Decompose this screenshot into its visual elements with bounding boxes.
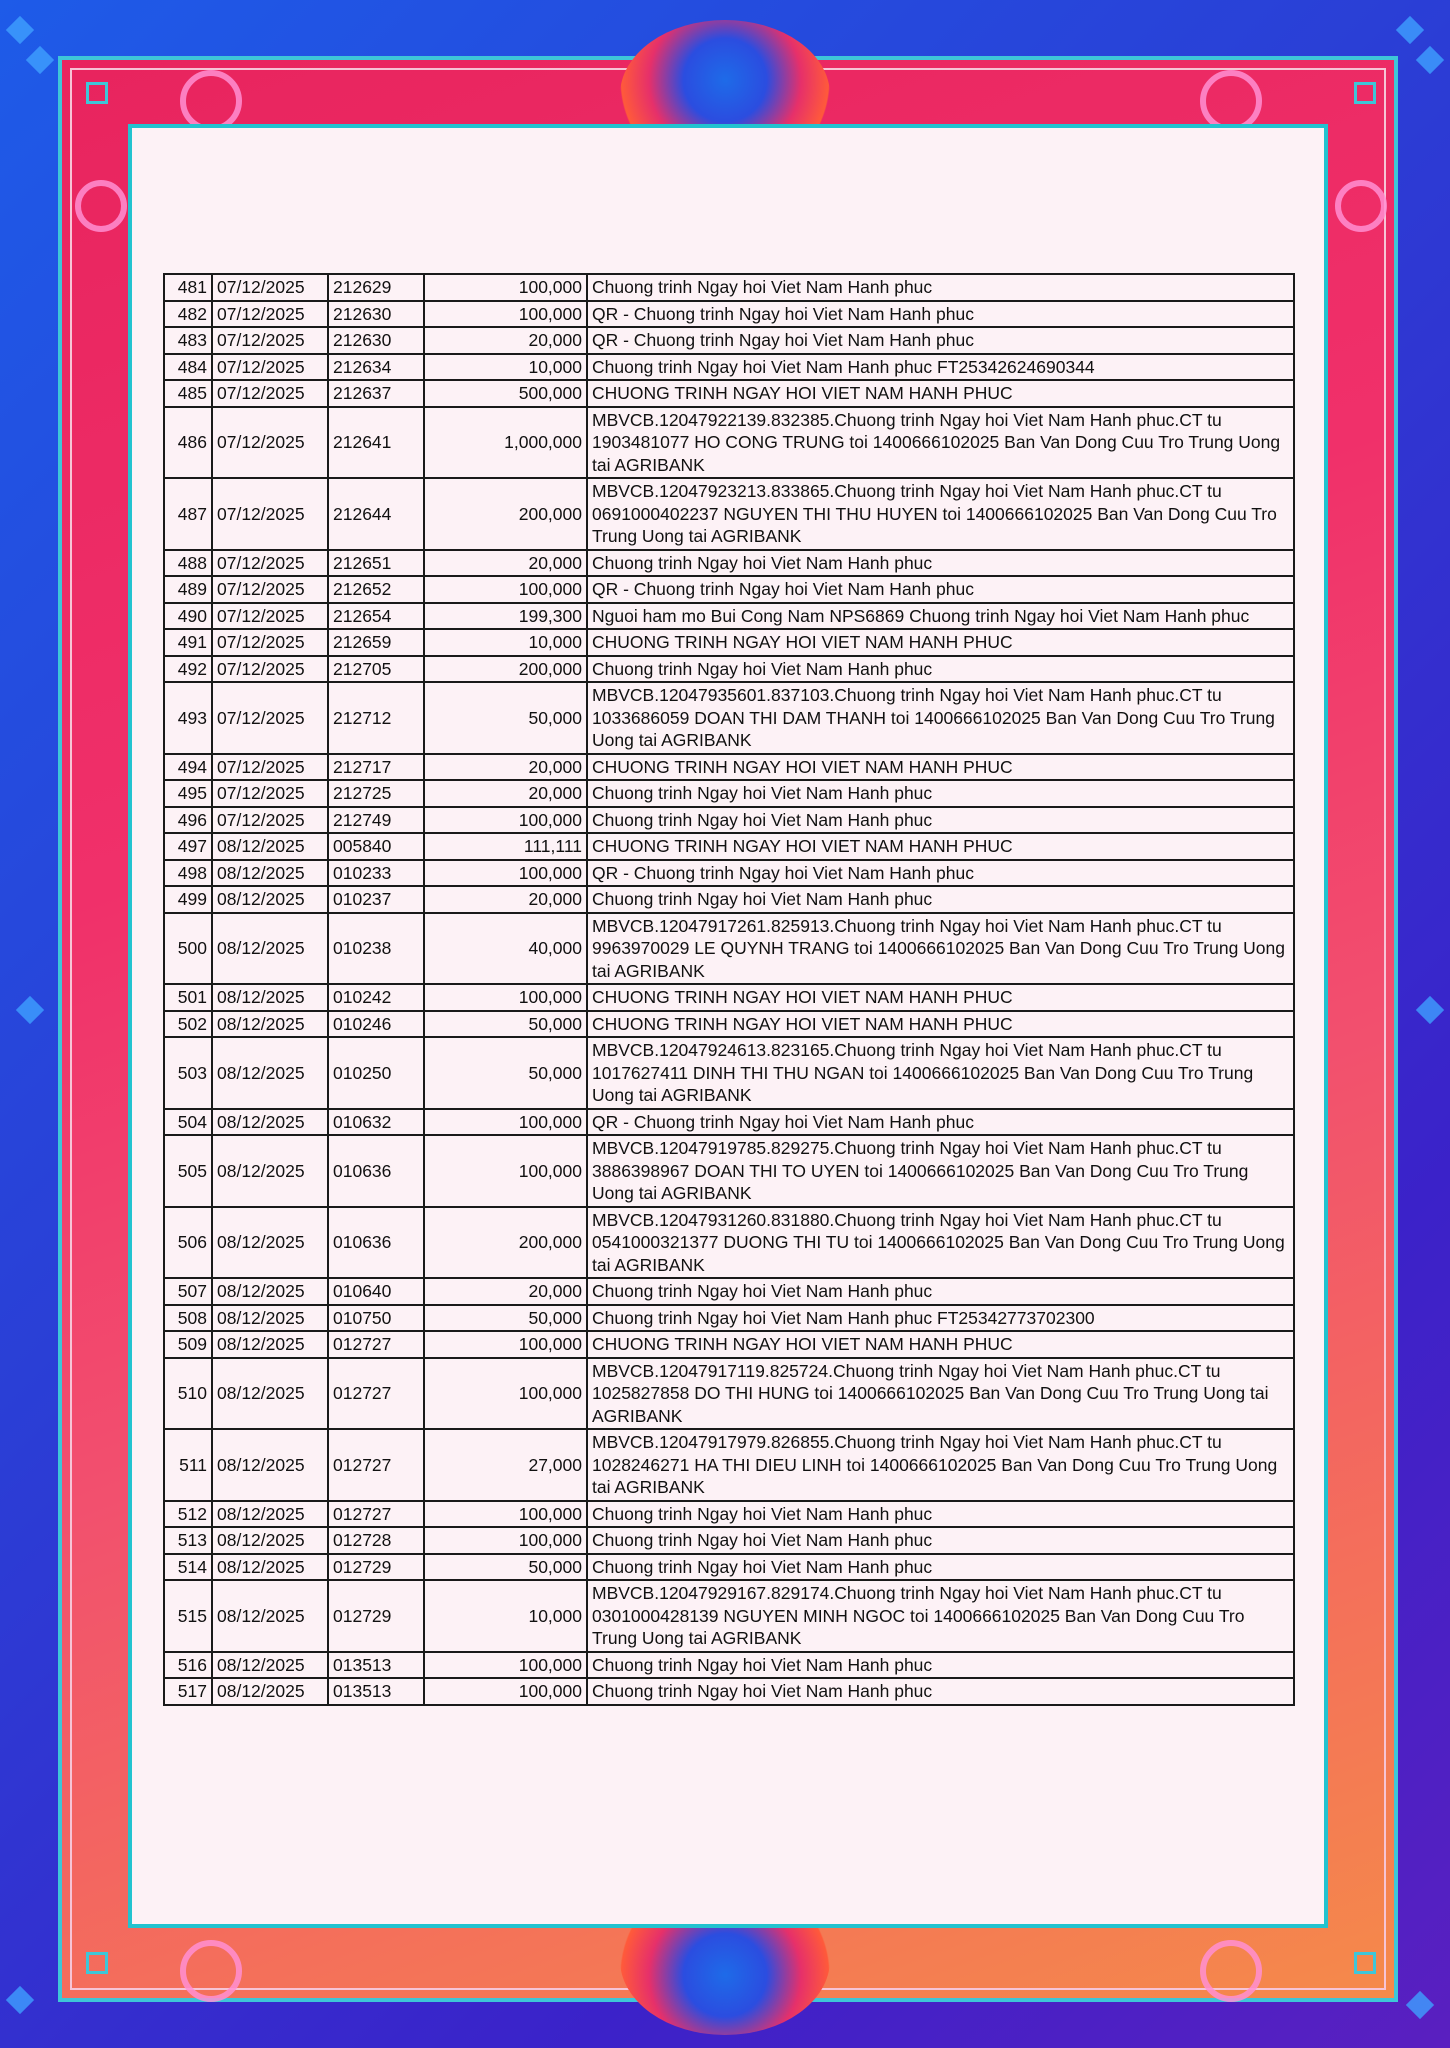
description-cell: CHUONG TRINH NGAY HOI VIET NAM HANH PHUC	[587, 1331, 1294, 1358]
date-cell: 08/12/2025	[212, 886, 328, 913]
table-row	[164, 1037, 1294, 1109]
row-number: 495	[164, 780, 212, 807]
table-row	[164, 354, 1294, 381]
description-cell: MBVCB.12047917119.825724.Chuong trinh Ngay hoi Viet Nam Hanh phuc.CT tu 1025827858 DO THI HUNG toi 1400666102025 Ban Van Dong Cuu Tro Trung Uong tai AGRIBANK	[587, 1358, 1294, 1430]
description-cell: Chuong trinh Ngay hoi Viet Nam Hanh phuc	[587, 1678, 1294, 1705]
amount-cell: 200,000	[424, 656, 587, 683]
description-cell: QR - Chuong trinh Ngay hoi Viet Nam Hanh phuc	[587, 301, 1294, 328]
amount-cell: 111,111	[424, 833, 587, 860]
date-cell: 07/12/2025	[212, 780, 328, 807]
amount-cell: 40,000	[424, 913, 587, 985]
row-number: 501	[164, 984, 212, 1011]
row-number: 485	[164, 380, 212, 407]
amount-cell: 50,000	[424, 682, 587, 754]
table-row	[164, 1580, 1294, 1652]
description-cell: Chuong trinh Ngay hoi Viet Nam Hanh phuc	[587, 274, 1294, 301]
date-cell: 07/12/2025	[212, 478, 328, 550]
description-cell: CHUONG TRINH NGAY HOI VIET NAM HANH PHUC	[587, 754, 1294, 781]
amount-cell: 50,000	[424, 1011, 587, 1038]
code-cell: 010242	[328, 984, 424, 1011]
row-number: 481	[164, 274, 212, 301]
code-cell: 212630	[328, 327, 424, 354]
code-cell: 212634	[328, 354, 424, 381]
row-number: 512	[164, 1501, 212, 1528]
row-number: 517	[164, 1678, 212, 1705]
table-row	[164, 301, 1294, 328]
swirl-ornament	[180, 70, 242, 132]
row-number: 487	[164, 478, 212, 550]
row-number: 514	[164, 1554, 212, 1581]
row-number: 497	[164, 833, 212, 860]
table-row	[164, 576, 1294, 603]
table-row	[164, 1678, 1294, 1705]
code-cell: 012727	[328, 1501, 424, 1528]
amount-cell: 199,300	[424, 603, 587, 630]
amount-cell: 20,000	[424, 780, 587, 807]
description-cell: QR - Chuong trinh Ngay hoi Viet Nam Hanh phuc	[587, 860, 1294, 887]
row-number: 496	[164, 807, 212, 834]
date-cell: 08/12/2025	[212, 1037, 328, 1109]
date-cell: 08/12/2025	[212, 1554, 328, 1581]
table-row	[164, 984, 1294, 1011]
description-cell: CHUONG TRINH NGAY HOI VIET NAM HANH PHUC	[587, 380, 1294, 407]
row-number: 492	[164, 656, 212, 683]
code-cell: 005840	[328, 833, 424, 860]
description-cell: QR - Chuong trinh Ngay hoi Viet Nam Hanh phuc	[587, 576, 1294, 603]
code-cell: 012727	[328, 1358, 424, 1430]
table-row	[164, 913, 1294, 985]
amount-cell: 20,000	[424, 754, 587, 781]
description-cell: MBVCB.12047931260.831880.Chuong trinh Ngay hoi Viet Nam Hanh phuc.CT tu 0541000321377 DUONG THI TU toi 1400666102025 Ban Van Dong Cuu Tro Trung Uong tai AGRIBANK	[587, 1207, 1294, 1279]
date-cell: 07/12/2025	[212, 550, 328, 577]
amount-cell: 100,000	[424, 1527, 587, 1554]
description-cell: Chuong trinh Ngay hoi Viet Nam Hanh phuc	[587, 807, 1294, 834]
row-number: 513	[164, 1527, 212, 1554]
date-cell: 08/12/2025	[212, 1331, 328, 1358]
corner-square	[86, 82, 108, 104]
description-cell: Chuong trinh Ngay hoi Viet Nam Hanh phuc	[587, 656, 1294, 683]
table-row	[164, 1554, 1294, 1581]
code-cell: 012729	[328, 1554, 424, 1581]
description-cell: Chuong trinh Ngay hoi Viet Nam Hanh phuc	[587, 1554, 1294, 1581]
row-number: 508	[164, 1305, 212, 1332]
table-row	[164, 274, 1294, 301]
code-cell: 212652	[328, 576, 424, 603]
description-cell: Nguoi ham mo Bui Cong Nam NPS6869 Chuong trinh Ngay hoi Viet Nam Hanh phuc	[587, 603, 1294, 630]
amount-cell: 100,000	[424, 1678, 587, 1705]
amount-cell: 100,000	[424, 576, 587, 603]
code-cell: 212654	[328, 603, 424, 630]
swirl-ornament	[180, 1940, 242, 2002]
table-row	[164, 1331, 1294, 1358]
row-number: 511	[164, 1429, 212, 1501]
date-cell: 08/12/2025	[212, 913, 328, 985]
code-cell: 010632	[328, 1109, 424, 1136]
swirl-ornament	[1200, 70, 1262, 132]
code-cell: 010238	[328, 913, 424, 985]
amount-cell: 10,000	[424, 1580, 587, 1652]
description-cell: QR - Chuong trinh Ngay hoi Viet Nam Hanh phuc	[587, 327, 1294, 354]
description-cell: Chuong trinh Ngay hoi Viet Nam Hanh phuc	[587, 1278, 1294, 1305]
description-cell: MBVCB.12047935601.837103.Chuong trinh Ngay hoi Viet Nam Hanh phuc.CT tu 1033686059 DOAN THI DAM THANH toi 1400666102025 Ban Van Dong Cuu Tro Trung Uong tai AGRIBANK	[587, 682, 1294, 754]
table-row	[164, 682, 1294, 754]
description-cell: MBVCB.12047924613.823165.Chuong trinh Ngay hoi Viet Nam Hanh phuc.CT tu 1017627411 DINH THI THU NGAN toi 1400666102025 Ban Van Dong Cuu Tro Trung Uong tai AGRIBANK	[587, 1037, 1294, 1109]
date-cell: 07/12/2025	[212, 380, 328, 407]
date-cell: 07/12/2025	[212, 407, 328, 479]
swirl-ornament	[1200, 1940, 1262, 2002]
row-number: 493	[164, 682, 212, 754]
amount-cell: 100,000	[424, 1652, 587, 1679]
amount-cell: 10,000	[424, 354, 587, 381]
table-row	[164, 1652, 1294, 1679]
description-cell: Chuong trinh Ngay hoi Viet Nam Hanh phuc	[587, 1652, 1294, 1679]
date-cell: 07/12/2025	[212, 629, 328, 656]
table-row	[164, 1109, 1294, 1136]
row-number: 506	[164, 1207, 212, 1279]
date-cell: 07/12/2025	[212, 603, 328, 630]
description-cell: CHUONG TRINH NGAY HOI VIET NAM HANH PHUC	[587, 984, 1294, 1011]
code-cell: 212637	[328, 380, 424, 407]
amount-cell: 50,000	[424, 1554, 587, 1581]
description-cell: Chuong trinh Ngay hoi Viet Nam Hanh phuc	[587, 886, 1294, 913]
table-row	[164, 1501, 1294, 1528]
row-number: 516	[164, 1652, 212, 1679]
code-cell: 012728	[328, 1527, 424, 1554]
date-cell: 07/12/2025	[212, 682, 328, 754]
row-number: 489	[164, 576, 212, 603]
amount-cell: 200,000	[424, 478, 587, 550]
description-cell: Chuong trinh Ngay hoi Viet Nam Hanh phuc	[587, 1501, 1294, 1528]
row-number: 499	[164, 886, 212, 913]
table-row	[164, 860, 1294, 887]
code-cell: 010246	[328, 1011, 424, 1038]
row-number: 503	[164, 1037, 212, 1109]
amount-cell: 20,000	[424, 1278, 587, 1305]
amount-cell: 100,000	[424, 1501, 587, 1528]
amount-cell: 1,000,000	[424, 407, 587, 479]
corner-square	[1354, 1952, 1376, 1974]
description-cell: CHUONG TRINH NGAY HOI VIET NAM HANH PHUC	[587, 1011, 1294, 1038]
amount-cell: 50,000	[424, 1037, 587, 1109]
code-cell: 010636	[328, 1135, 424, 1207]
description-cell: CHUONG TRINH NGAY HOI VIET NAM HANH PHUC	[587, 833, 1294, 860]
row-number: 491	[164, 629, 212, 656]
date-cell: 08/12/2025	[212, 1678, 328, 1705]
code-cell: 212630	[328, 301, 424, 328]
corner-square	[86, 1952, 108, 1974]
table-row	[164, 1358, 1294, 1430]
description-cell: MBVCB.12047919785.829275.Chuong trinh Ngay hoi Viet Nam Hanh phuc.CT tu 3886398967 DOAN THI TO UYEN toi 1400666102025 Ban Van Dong Cuu Tro Trung Uong tai AGRIBANK	[587, 1135, 1294, 1207]
row-number: 510	[164, 1358, 212, 1430]
table-row	[164, 550, 1294, 577]
code-cell: 212712	[328, 682, 424, 754]
code-cell: 212651	[328, 550, 424, 577]
date-cell: 08/12/2025	[212, 1135, 328, 1207]
date-cell: 08/12/2025	[212, 1278, 328, 1305]
date-cell: 08/12/2025	[212, 1207, 328, 1279]
code-cell: 010250	[328, 1037, 424, 1109]
date-cell: 08/12/2025	[212, 1011, 328, 1038]
date-cell: 08/12/2025	[212, 1429, 328, 1501]
date-cell: 08/12/2025	[212, 833, 328, 860]
table-row	[164, 407, 1294, 479]
description-cell: MBVCB.12047923213.833865.Chuong trinh Ngay hoi Viet Nam Hanh phuc.CT tu 0691000402237 NGUYEN THI THU HUYEN toi 1400666102025 Ban Van Dong Cuu Tro Trung Uong tai AGRIBANK	[587, 478, 1294, 550]
code-cell: 010233	[328, 860, 424, 887]
amount-cell: 100,000	[424, 1331, 587, 1358]
date-cell: 07/12/2025	[212, 301, 328, 328]
amount-cell: 100,000	[424, 1358, 587, 1430]
description-cell: QR - Chuong trinh Ngay hoi Viet Nam Hanh phuc	[587, 1109, 1294, 1136]
description-cell: CHUONG TRINH NGAY HOI VIET NAM HANH PHUC	[587, 629, 1294, 656]
amount-cell: 50,000	[424, 1305, 587, 1332]
table-row	[164, 1527, 1294, 1554]
code-cell: 212725	[328, 780, 424, 807]
row-number: 507	[164, 1278, 212, 1305]
date-cell: 07/12/2025	[212, 807, 328, 834]
row-number: 488	[164, 550, 212, 577]
row-number: 486	[164, 407, 212, 479]
table-row	[164, 1429, 1294, 1501]
table-row	[164, 1135, 1294, 1207]
date-cell: 07/12/2025	[212, 274, 328, 301]
amount-cell: 100,000	[424, 301, 587, 328]
description-cell: MBVCB.12047917979.826855.Chuong trinh Ngay hoi Viet Nam Hanh phuc.CT tu 1028246271 HA THI DIEU LINH toi 1400666102025 Ban Van Dong Cuu Tro Trung Uong tai AGRIBANK	[587, 1429, 1294, 1501]
date-cell: 07/12/2025	[212, 327, 328, 354]
date-cell: 08/12/2025	[212, 1305, 328, 1332]
swirl-ornament	[1335, 180, 1387, 232]
transactions-table-body	[164, 274, 1294, 1705]
date-cell: 08/12/2025	[212, 1358, 328, 1430]
amount-cell: 100,000	[424, 860, 587, 887]
description-cell: Chuong trinh Ngay hoi Viet Nam Hanh phuc	[587, 780, 1294, 807]
code-cell: 010750	[328, 1305, 424, 1332]
table-row	[164, 380, 1294, 407]
code-cell: 212644	[328, 478, 424, 550]
row-number: 484	[164, 354, 212, 381]
code-cell: 212629	[328, 274, 424, 301]
amount-cell: 100,000	[424, 984, 587, 1011]
table-row	[164, 656, 1294, 683]
table-row	[164, 1278, 1294, 1305]
date-cell: 08/12/2025	[212, 1109, 328, 1136]
row-number: 509	[164, 1331, 212, 1358]
date-cell: 07/12/2025	[212, 656, 328, 683]
row-number: 500	[164, 913, 212, 985]
description-cell: Chuong trinh Ngay hoi Viet Nam Hanh phuc FT25342773702300	[587, 1305, 1294, 1332]
row-number: 483	[164, 327, 212, 354]
code-cell: 212749	[328, 807, 424, 834]
date-cell: 08/12/2025	[212, 1580, 328, 1652]
row-number: 498	[164, 860, 212, 887]
row-number: 490	[164, 603, 212, 630]
table-row	[164, 807, 1294, 834]
row-number: 504	[164, 1109, 212, 1136]
date-cell: 07/12/2025	[212, 576, 328, 603]
date-cell: 08/12/2025	[212, 984, 328, 1011]
code-cell: 012727	[328, 1331, 424, 1358]
row-number: 482	[164, 301, 212, 328]
description-cell: MBVCB.12047917261.825913.Chuong trinh Ngay hoi Viet Nam Hanh phuc.CT tu 9963970029 LE QUYNH TRANG toi 1400666102025 Ban Van Dong Cuu Tro Trung Uong tai AGRIBANK	[587, 913, 1294, 985]
description-cell: MBVCB.12047929167.829174.Chuong trinh Ngay hoi Viet Nam Hanh phuc.CT tu 0301000428139 NGUYEN MINH NGOC toi 1400666102025 Ban Van Dong Cuu Tro Trung Uong tai AGRIBANK	[587, 1580, 1294, 1652]
code-cell: 010636	[328, 1207, 424, 1279]
date-cell: 08/12/2025	[212, 860, 328, 887]
date-cell: 07/12/2025	[212, 754, 328, 781]
table-row	[164, 1207, 1294, 1279]
date-cell: 07/12/2025	[212, 354, 328, 381]
table-row	[164, 754, 1294, 781]
table-row	[164, 1011, 1294, 1038]
code-cell: 012729	[328, 1580, 424, 1652]
swirl-ornament	[75, 180, 127, 232]
table-row	[164, 327, 1294, 354]
description-cell: Chuong trinh Ngay hoi Viet Nam Hanh phuc FT25342624690344	[587, 354, 1294, 381]
code-cell: 013513	[328, 1652, 424, 1679]
date-cell: 08/12/2025	[212, 1501, 328, 1528]
code-cell: 010640	[328, 1278, 424, 1305]
code-cell: 010237	[328, 886, 424, 913]
corner-square	[1354, 82, 1376, 104]
table-row	[164, 603, 1294, 630]
code-cell: 013513	[328, 1678, 424, 1705]
row-number: 494	[164, 754, 212, 781]
description-cell: Chuong trinh Ngay hoi Viet Nam Hanh phuc	[587, 550, 1294, 577]
code-cell: 012727	[328, 1429, 424, 1501]
transactions-table-wrapper	[163, 273, 1293, 1706]
table-row	[164, 478, 1294, 550]
table-row	[164, 886, 1294, 913]
description-cell: Chuong trinh Ngay hoi Viet Nam Hanh phuc	[587, 1527, 1294, 1554]
amount-cell: 20,000	[424, 327, 587, 354]
amount-cell: 20,000	[424, 886, 587, 913]
table-row	[164, 629, 1294, 656]
code-cell: 212659	[328, 629, 424, 656]
code-cell: 212717	[328, 754, 424, 781]
amount-cell: 10,000	[424, 629, 587, 656]
amount-cell: 100,000	[424, 274, 587, 301]
amount-cell: 200,000	[424, 1207, 587, 1279]
amount-cell: 100,000	[424, 807, 587, 834]
table-row	[164, 833, 1294, 860]
table-row	[164, 780, 1294, 807]
amount-cell: 500,000	[424, 380, 587, 407]
transactions-table	[163, 273, 1295, 1706]
row-number: 502	[164, 1011, 212, 1038]
description-cell: MBVCB.12047922139.832385.Chuong trinh Ngay hoi Viet Nam Hanh phuc.CT tu 1903481077 HO CONG TRUNG toi 1400666102025 Ban Van Dong Cuu Tro Trung Uong tai AGRIBANK	[587, 407, 1294, 479]
code-cell: 212705	[328, 656, 424, 683]
code-cell: 212641	[328, 407, 424, 479]
amount-cell: 100,000	[424, 1109, 587, 1136]
amount-cell: 100,000	[424, 1135, 587, 1207]
table-row	[164, 1305, 1294, 1332]
date-cell: 08/12/2025	[212, 1652, 328, 1679]
amount-cell: 27,000	[424, 1429, 587, 1501]
row-number: 515	[164, 1580, 212, 1652]
amount-cell: 20,000	[424, 550, 587, 577]
date-cell: 08/12/2025	[212, 1527, 328, 1554]
row-number: 505	[164, 1135, 212, 1207]
